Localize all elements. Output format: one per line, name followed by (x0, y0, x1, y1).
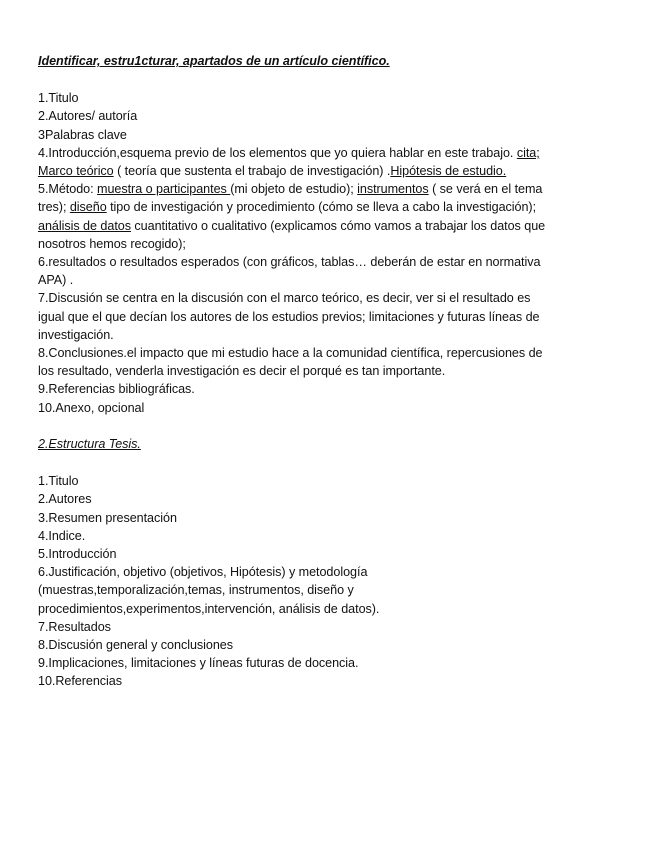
spacer (38, 71, 610, 89)
list-item-discusion: 7.Discusión se centra en la discusión con el marco teórico, es decir, ver si el resultado es (38, 291, 531, 306)
text-run: (mi objeto de estudio); (230, 182, 358, 197)
list-item: 8.Discusión general y conclusiones (38, 638, 234, 653)
underlined-term: instrumentos (357, 182, 429, 197)
underlined-term: muestra o participantes (97, 182, 231, 197)
spacer (38, 454, 610, 472)
list-item: 5.Introducción (38, 547, 117, 562)
list-item: 3Palabras clave (38, 127, 127, 142)
underlined-term: cita; (516, 145, 540, 160)
list-item: 9.Referencias bibliográficas. (38, 382, 195, 397)
text-run: tres); (38, 200, 70, 215)
list-item-conclusiones: 8.Conclusiones.el impacto que mi estudio hace a la comunidad científica, repercusiones de (38, 346, 543, 361)
text-run: ( se verá en el tema (428, 182, 543, 197)
list-item-metodo-cont: nosotros hemos recogido); (38, 236, 186, 251)
list-item-justificacion-cont: (muestras,temporalización,temas, instrumentos, diseño y (38, 583, 354, 598)
list-item: 10.Referencias (38, 674, 123, 689)
text-run: cuantitativo o cualitativo (explicamos cómo vamos a trabajar los datos que (130, 218, 546, 233)
list-item: 10.Anexo, opcional (38, 400, 145, 415)
list-item-justificacion: 6.Justificación, objetivo (objetivos, Hipótesis) y metodología (38, 565, 368, 580)
list-item-resultados-cont: APA) . (38, 273, 74, 288)
list-item: 9.Implicaciones, limitaciones y líneas futuras de docencia. (38, 656, 359, 671)
text-run: tipo de investigación y procedimiento (cómo se lleva a cabo la investigación); (106, 200, 537, 215)
list-item-conclusiones-cont: los resultado, venderla investigación es decir el porqué es tan importante. (38, 364, 446, 379)
document-page (38, 52, 610, 691)
list-item-discusion-cont: investigación. (38, 327, 114, 342)
list-item: 1.Titulo (38, 91, 79, 106)
underlined-term: Marco teórico (38, 164, 114, 178)
list-item-resultados: 6.resultados o resultados esperados (con gráficos, tablas… deberán de estar en normativa (38, 255, 541, 270)
thesis-section-heading: 2.Estructura Tesis. (38, 437, 141, 452)
list-item-introduccion (38, 144, 610, 162)
list-item: 1.Titulo (38, 474, 79, 489)
article-section-heading: Identificar, estru1cturar, apartados de un artículo científico. (38, 54, 390, 68)
list-item-discusion-cont: igual que el que decían los autores de los estudios previos; limitaciones y futuras líneas de (38, 309, 540, 324)
text-run: ( teoría que sustenta el trabajo de investigación) . (113, 164, 391, 178)
list-item: 2.Autores (38, 492, 92, 507)
thesis-structure-list (38, 472, 610, 690)
spacer (38, 417, 610, 435)
underlined-term: análisis de datos (38, 218, 131, 233)
list-item-metodo (38, 180, 610, 198)
list-item-justificacion-cont: procedimientos,experimentos,intervención, análisis de datos). (38, 601, 380, 616)
list-item: 2.Autores/ autoría (38, 109, 138, 124)
list-item: 4.Indice. (38, 528, 86, 543)
article-structure-list (38, 89, 610, 417)
list-item-metodo-cont (38, 198, 610, 216)
list-item-introduccion-cont (38, 162, 610, 180)
text-run: 5.Método: (38, 182, 98, 197)
text-run: 4.Introducción,esquema previo de los elementos que yo quiera hablar en este trabajo. (38, 145, 517, 160)
underlined-term: diseño (69, 200, 107, 215)
underlined-term: Hipótesis de estudio. (390, 164, 507, 178)
list-item: 7.Resultados (38, 619, 111, 634)
list-item-metodo-cont (38, 217, 610, 235)
list-item: 3.Resumen presentación (38, 510, 177, 525)
